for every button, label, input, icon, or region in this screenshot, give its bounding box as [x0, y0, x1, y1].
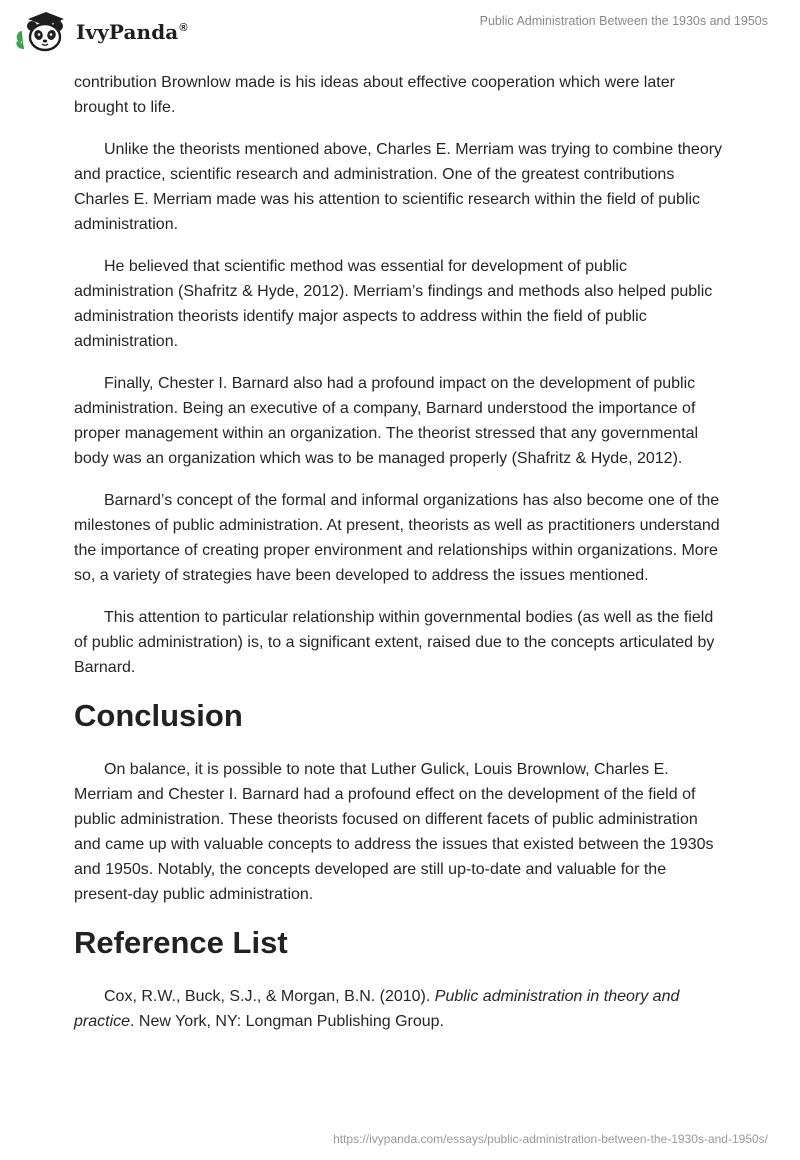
paragraph: Finally, Chester I. Barnard also had a profound impact on the development of public administration. Being an executive of a company, Barnard understood the importance of proper management within an organization. The theorist stressed that any governmental body was an organization which was to be managed properly (Shafritz & Hyde, 2012). [74, 375, 699, 467]
reference-authors: Cox, R.W., Buck, S.J., & Morgan, B.N. (2010). [104, 988, 435, 1005]
paragraph: He believed that scientific method was essential for development of public administration (Shafritz & Hyde, 2012). Merriam’s findings and methods also helped public administration theorists identify major aspects to address within the field of public administration. [74, 258, 713, 350]
page-header [0, 0, 800, 70]
document-title: Public Administration Between the 1930s and 1950s [479, 14, 768, 28]
paragraph: Barnard’s concept of the formal and informal organizations has also become one of the milestones of public administration. At present, theorists as well as practitioners understand the importance of creating proper environment and relationships within organizations. More so, a variety of strategies have been developed to address the issues mentioned. [74, 492, 720, 584]
panda-logo-icon [14, 9, 72, 55]
conclusion-paragraph: On balance, it is possible to note that Luther Gulick, Louis Brownlow, Charles E. Merriam and Chester I. Barnard had a profound effect on the development of the field of public administration. These theorists focused on different facets of public administration and came up with valuable concepts to address the issues that existed between the 1930s and 1950s. Notably, the concepts developed are still up-to-date and valuable for the present-day public administration. [74, 761, 714, 903]
ivypanda-logo[interactable] [14, 9, 188, 55]
paragraph: This attention to particular relationship within governmental bodies (as well as the field of public administration) is, to a significant extent, raised due to the concepts articulated by Barnard. [74, 609, 715, 676]
reference-publisher: . New York, NY: Longman Publishing Group. [130, 1013, 444, 1030]
paragraph: contribution Brownlow made is his ideas about effective cooperation which were later brought to life. [74, 74, 675, 116]
source-url[interactable]: https://ivypanda.com/essays/public-administration-between-the-1930s-and-1950s/ [333, 1132, 768, 1146]
registered-mark: ® [179, 22, 188, 35]
reference-title: Public administration in theory and practice [74, 988, 680, 1030]
reference-list-heading: Reference List [74, 925, 288, 960]
essay-content [74, 70, 728, 1051]
paragraph: Unlike the theorists mentioned above, Charles E. Merriam was trying to combine theory and practice, scientific research and administration. One of the greatest contributions Charles E. Merriam made was his attention to scientific research within the field of public administration. [74, 141, 723, 233]
reference-item [74, 984, 728, 1034]
conclusion-heading: Conclusion [74, 698, 243, 733]
brand-name: IvyPanda® [76, 20, 188, 44]
